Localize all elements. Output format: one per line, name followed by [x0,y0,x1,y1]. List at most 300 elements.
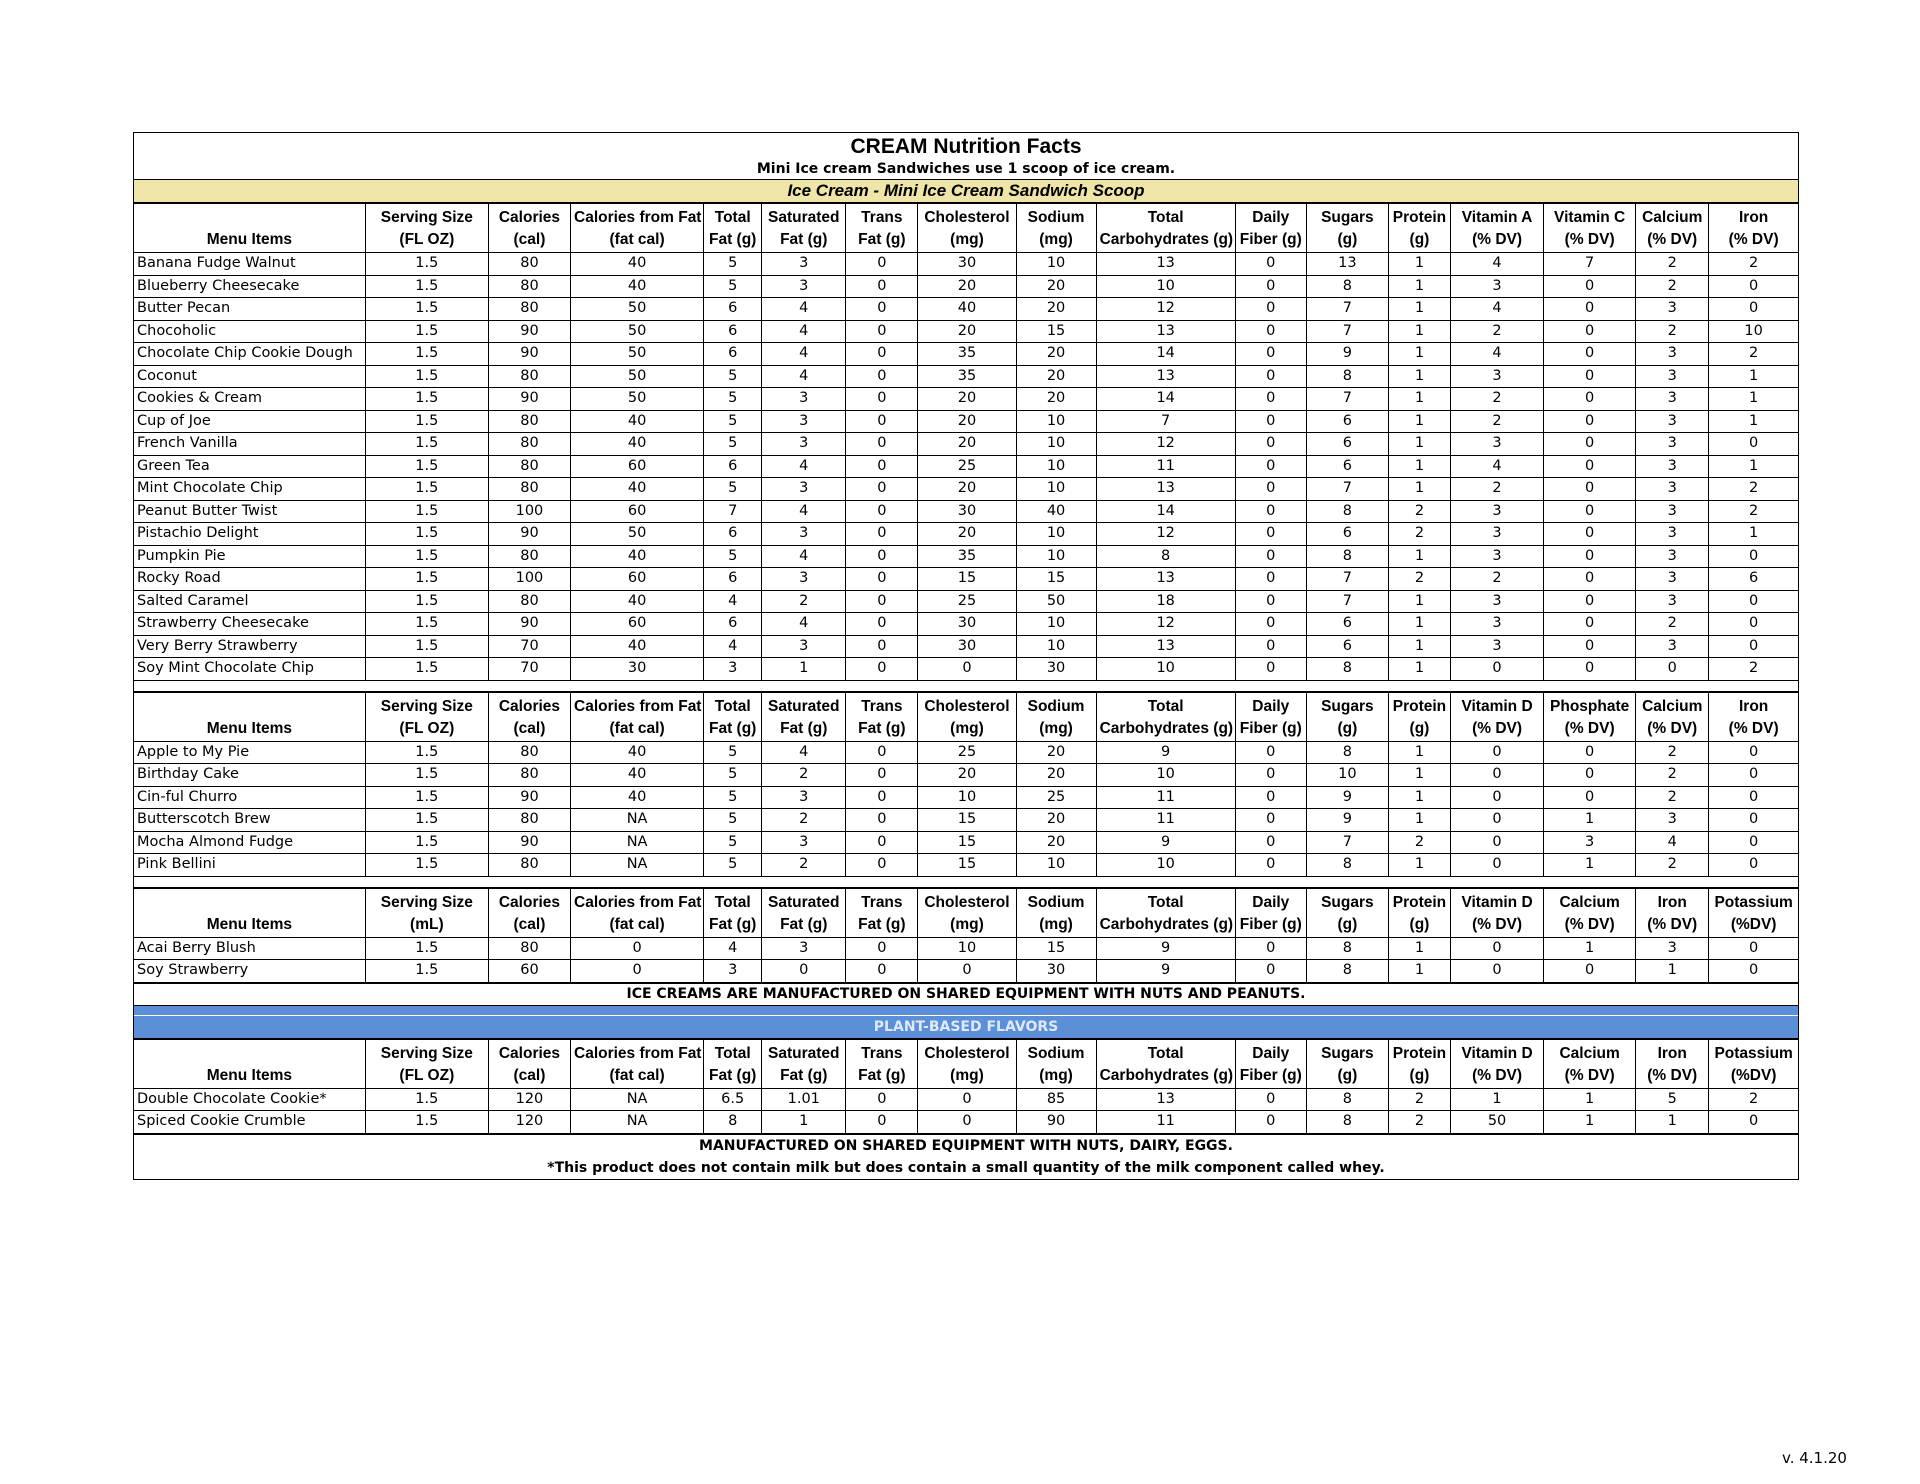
nutrient-value: 10 [918,937,1016,960]
nutrient-value: 90 [488,831,570,854]
column-header [1306,1039,1388,1088]
column-header [1235,692,1306,741]
column-header-line2: Menu Items [206,1066,293,1084]
nutrient-value: 10 [1016,253,1096,276]
nutrient-value: 3 [1636,298,1709,321]
column-header-line2: Fat (g) [858,231,906,248]
nutrient-value: 0 [1544,275,1636,298]
nutrient-value: 20 [918,388,1016,411]
nutrient-value: 0 [1709,545,1798,568]
column-header-line2: (g) [1409,231,1430,248]
nutrient-value: 1 [1388,545,1450,568]
nutrient-value: 120 [488,1111,570,1134]
nutrient-value: 1 [1388,275,1450,298]
nutrient-value: 30 [1016,658,1096,681]
nutrient-value: 15 [918,854,1016,877]
column-header-line1: Trans [861,697,903,715]
nutrient-value: 13 [1096,365,1235,388]
column-header-line1 [137,696,362,718]
column-header-line1: Serving Size [380,209,473,226]
column-header-line2: Fat (g) [858,915,906,933]
nutrient-value: 0 [846,365,918,388]
nutrient-value: 0 [846,635,918,658]
column-header-line2: (mg) [950,915,984,933]
nutrition-table-2 [134,692,1798,877]
column-header [1450,204,1543,253]
nutrient-value: 80 [488,365,570,388]
column-header-line2: (mg) [950,231,984,248]
column-header [1709,1039,1798,1088]
column-header-line1: Trans [861,209,903,226]
nutrient-value: 5 [704,809,762,832]
menu-item-name: Soy Strawberry [134,960,365,983]
nutrient-value: 40 [571,590,704,613]
nutrient-value: 11 [1096,809,1235,832]
column-header [365,204,488,253]
nutrition-sheet [133,132,1799,1180]
nutrient-value: 15 [918,809,1016,832]
nutrient-value: 4 [762,320,846,343]
column-header-line2: Fiber (g) [1239,719,1302,737]
nutrient-value: 3 [1636,568,1709,591]
column-header-line2: Fat (g) [709,915,757,933]
nutrient-value: 3 [1636,365,1709,388]
nutrient-value: 0 [1544,741,1636,764]
nutrient-value: 8 [1306,545,1388,568]
menu-item-name: Coconut [134,365,365,388]
nutrient-value: 0 [1450,809,1543,832]
column-header-line2: (fat cal) [609,1066,665,1084]
nutrient-value: 40 [1016,500,1096,523]
nutrient-value: 10 [1306,764,1388,787]
nutrient-value: 40 [571,635,704,658]
nutrient-value: 1.5 [365,478,488,501]
nutrient-value: 4 [1450,455,1543,478]
column-header-line2: Fat (g) [709,1066,757,1084]
nutrient-value: 40 [571,741,704,764]
column-header [704,1039,762,1088]
nutrient-value: 0 [1709,635,1798,658]
column-header-line1: Iron [1657,1044,1687,1062]
nutrient-value: 5 [704,275,762,298]
nutrient-value: 5 [704,253,762,276]
nutrient-value: 1 [1636,1111,1709,1134]
nutrient-value: 5 [704,741,762,764]
column-header-line2: Menu Items [206,719,293,737]
nutrient-value: 5 [1636,1088,1709,1111]
nutrient-value: 8 [1306,960,1388,983]
nutrient-value: 1 [1388,320,1450,343]
column-header-line1: Calories [498,893,561,911]
nutrient-value: 0 [846,658,918,681]
nutrient-value: 20 [918,275,1016,298]
nutrient-value: 5 [704,764,762,787]
nutrient-value: 50 [571,343,704,366]
nutrient-value: 0 [1544,786,1636,809]
blue-band-divider [134,1005,1798,1016]
nutrient-value: 8 [1306,937,1388,960]
column-header-line1: Vitamin D [1461,697,1533,715]
nutrient-value: 8 [1306,854,1388,877]
nutrient-value: 5 [704,365,762,388]
nutrient-value: 2 [1709,1088,1798,1111]
subtitle: Mini Ice cream Sandwiches use 1 scoop of ice cream. [134,159,1798,180]
menu-item-name: Apple to My Pie [134,741,365,764]
nutrient-value: 7 [1306,831,1388,854]
section-spacer [134,877,1798,888]
column-header [846,1039,918,1088]
nutrient-value: 2 [1636,253,1709,276]
menu-item-name: Pistachio Delight [134,523,365,546]
column-header-line2: Menu Items [206,231,293,248]
nutrient-value: 0 [1709,764,1798,787]
nutrient-value: 7 [1306,568,1388,591]
column-header-line2: (cal) [513,231,546,248]
nutrient-value: 2 [1709,478,1798,501]
column-header-line1: Calories [498,697,561,715]
nutrient-value: 0 [1235,455,1306,478]
nutrient-value: 4 [1450,343,1543,366]
column-header-line1: Saturated [768,209,840,226]
nutrient-value: 3 [762,568,846,591]
nutrient-value: 0 [846,831,918,854]
column-header [134,888,365,937]
nutrient-value: 6 [704,298,762,321]
nutrient-value: 0 [1450,786,1543,809]
column-header-line1: Serving Size [380,697,473,715]
nutrient-value: 1 [1388,658,1450,681]
menu-item-name: Cup of Joe [134,410,365,433]
nutrient-value: 50 [571,365,704,388]
nutrient-value: 6.5 [704,1088,762,1111]
nutrient-value: 2 [1450,388,1543,411]
column-header-line2: (FL OZ) [399,719,455,737]
nutrient-value: 3 [762,635,846,658]
nutrient-value: 1.5 [365,343,488,366]
nutrient-value: 1 [1388,478,1450,501]
column-header-line1: Calories [498,209,561,226]
nutrient-value: 30 [918,500,1016,523]
column-header-line1: Trans [861,1044,903,1062]
nutrient-value: 1 [1544,937,1636,960]
nutrient-value: 50 [571,388,704,411]
nutrient-value: 35 [918,545,1016,568]
column-header-line1: Total [714,893,751,911]
nutrient-value: 0 [762,960,846,983]
nutrient-value: 0 [846,545,918,568]
nutrient-value: NA [571,809,704,832]
menu-item-name: Butterscotch Brew [134,809,365,832]
nutrient-value: 1.5 [365,658,488,681]
column-header [1016,692,1096,741]
nutrient-value: 7 [1306,388,1388,411]
nutrient-value: 2 [1388,1088,1450,1111]
nutrient-value: 3 [1636,500,1709,523]
nutrient-value: 8 [1306,1111,1388,1134]
nutrient-value: NA [571,1111,704,1134]
nutrient-value: 3 [1450,500,1543,523]
column-header [704,692,762,741]
nutrient-value: 2 [1709,500,1798,523]
section-band-ice-cream: Ice Cream - Mini Ice Cream Sandwich Scoop [134,180,1798,203]
nutrient-value: 2 [1388,568,1450,591]
nutrient-value: 20 [1016,275,1096,298]
nutrient-value: 0 [1235,658,1306,681]
nutrient-value: 1 [1388,854,1450,877]
page-title: CREAM Nutrition Facts [850,135,1082,158]
nutrient-value: 0 [1235,786,1306,809]
column-header-line1: Sugars [1321,209,1374,226]
column-header [1306,692,1388,741]
nutrient-value: 0 [846,523,918,546]
column-header [571,1039,704,1088]
table-row [134,343,1798,366]
nutrient-value: 0 [1450,764,1543,787]
nutrient-value: 4 [1450,298,1543,321]
nutrient-value: 8 [1096,545,1235,568]
column-header-line1: Calcium [1559,1044,1620,1062]
nutrient-value: 0 [1235,1111,1306,1134]
menu-item-name: Birthday Cake [134,764,365,787]
nutrient-value: 13 [1306,253,1388,276]
column-header [918,888,1016,937]
nutrition-table-3 [134,888,1798,983]
nutrient-value: 15 [918,568,1016,591]
nutrient-value: 0 [1450,960,1543,983]
nutrient-value: 0 [1235,937,1306,960]
column-header-line1: Cholesterol [924,697,1010,715]
nutrient-value: 2 [1636,613,1709,636]
nutrient-value: 0 [1544,320,1636,343]
nutrient-value: 6 [704,455,762,478]
nutrient-value: 1 [1544,1088,1636,1111]
nutrient-value: 2 [1709,658,1798,681]
nutrient-value: 90 [488,786,570,809]
nutrient-value: 0 [1544,613,1636,636]
nutrient-value: 9 [1096,741,1235,764]
nutrient-value: 4 [704,937,762,960]
nutrient-value: 3 [704,960,762,983]
nutrient-value: 4 [762,741,846,764]
nutrient-value: 0 [846,809,918,832]
nutrient-value: 30 [571,658,704,681]
nutrient-value: 0 [1544,590,1636,613]
column-header [846,204,918,253]
nutrient-value: 5 [704,388,762,411]
footer-allergen-note: MANUFACTURED ON SHARED EQUIPMENT WITH NUTS, DAIRY, EGGS. [134,1134,1798,1157]
column-header-line2: (mg) [1039,231,1073,248]
column-header-line1: Trans [861,893,903,911]
nutrient-value: 20 [918,478,1016,501]
table-row [134,831,1798,854]
nutrient-value: 1 [762,658,846,681]
nutrient-value: 20 [918,433,1016,456]
menu-item-name: Chocoholic [134,320,365,343]
table-row [134,455,1798,478]
nutrient-value: 5 [704,831,762,854]
nutrient-value: 0 [846,937,918,960]
nutrient-value: 15 [918,831,1016,854]
nutrient-value: 0 [1235,365,1306,388]
nutrient-value: 0 [846,764,918,787]
nutrient-value: 30 [1016,960,1096,983]
column-header-line1: Potassium [1714,893,1793,911]
nutrient-value: 3 [1636,388,1709,411]
nutrient-value: 2 [1388,1111,1450,1134]
column-header-line2: Fat (g) [709,719,757,737]
nutrient-value: 60 [571,500,704,523]
column-header-line1: Total [1147,209,1184,226]
column-header-line2: Fat (g) [780,915,828,933]
nutrient-value: 1.5 [365,433,488,456]
nutrient-value: 3 [1636,455,1709,478]
shared-equipment-note: ICE CREAMS ARE MANUFACTURED ON SHARED EQUIPMENT WITH NUTS AND PEANUTS. [134,983,1798,1005]
column-header-line2: Fat (g) [709,231,757,248]
nutrient-value: 3 [762,253,846,276]
nutrient-value: 2 [762,854,846,877]
nutrient-value: 90 [1016,1111,1096,1134]
column-header [365,692,488,741]
column-header-line2: (% DV) [1647,719,1698,737]
nutrient-value: 0 [1709,275,1798,298]
column-header-line2: (cal) [513,1066,546,1084]
menu-item-name: Cookies & Cream [134,388,365,411]
column-header [1016,1039,1096,1088]
nutrient-value: 5 [704,786,762,809]
nutrient-value: 13 [1096,1088,1235,1111]
table-row [134,388,1798,411]
column-header-line1: Vitamin C [1554,209,1626,226]
nutrient-value: 1.5 [365,568,488,591]
nutrient-value: 20 [918,320,1016,343]
nutrient-value: 0 [846,590,918,613]
nutrient-value: 3 [1450,365,1543,388]
column-header [1016,888,1096,937]
nutrient-value: 0 [1544,500,1636,523]
nutrient-value: 3 [1636,635,1709,658]
nutrient-value: 0 [1235,343,1306,366]
column-header [1709,692,1798,741]
nutrient-value: 1.5 [365,388,488,411]
table-row [134,568,1798,591]
nutrient-value: 5 [704,410,762,433]
column-header-line2: (% DV) [1564,915,1615,933]
column-header [846,888,918,937]
nutrient-value: 50 [1450,1111,1543,1134]
nutrient-value: 40 [918,298,1016,321]
column-header [1096,692,1235,741]
table-row [134,937,1798,960]
nutrient-value: 5 [704,545,762,568]
column-header [846,692,918,741]
nutrient-value: 0 [1544,478,1636,501]
nutrient-value: 0 [1636,658,1709,681]
table-row [134,1111,1798,1134]
column-header-line1: Total [714,697,751,715]
column-header-line1: Sodium [1027,209,1085,226]
nutrient-value: 7 [704,500,762,523]
table-row [134,854,1798,877]
column-header-line2: Menu Items [206,915,293,933]
nutrient-value: 0 [846,478,918,501]
table-row [134,298,1798,321]
nutrient-value: 0 [1544,523,1636,546]
nutrient-value: 1.5 [365,455,488,478]
nutrient-value: 0 [1235,320,1306,343]
nutrient-value: 40 [571,545,704,568]
nutrient-value: 25 [918,741,1016,764]
nutrient-value: 20 [918,764,1016,787]
column-header-line1: Saturated [768,1044,840,1062]
nutrient-value: 10 [1709,320,1798,343]
nutrient-value: 14 [1096,343,1235,366]
menu-item-name: Acai Berry Blush [134,937,365,960]
column-header-line1: Serving Size [380,893,473,911]
column-header [1235,204,1306,253]
menu-item-name: Cin-ful Churro [134,786,365,809]
nutrient-value: 3 [762,410,846,433]
nutrient-value: 0 [918,960,1016,983]
nutrient-value: 2 [1636,854,1709,877]
column-header-line1: Daily [1252,1044,1290,1062]
nutrient-value: 0 [1235,388,1306,411]
nutrient-value: 90 [488,613,570,636]
column-header-line1: Calories from Fat [574,1044,702,1062]
table-row [134,960,1798,983]
nutrient-value: 20 [1016,343,1096,366]
nutrient-value: 1.5 [365,365,488,388]
column-header [1544,888,1636,937]
nutrient-value: 80 [488,410,570,433]
column-header-line2: Fat (g) [780,231,828,248]
nutrient-value: 0 [846,343,918,366]
nutrient-value: 3 [1450,433,1543,456]
nutrient-value: 1 [1709,455,1798,478]
nutrient-value: 7 [1544,253,1636,276]
menu-item-name: Double Chocolate Cookie* [134,1088,365,1111]
nutrient-value: 1.5 [365,854,488,877]
nutrient-value: 0 [846,1088,918,1111]
nutrient-value: 40 [571,253,704,276]
nutrient-value: 0 [846,275,918,298]
nutrient-value: 1 [1388,455,1450,478]
nutrient-value: 2 [1450,478,1543,501]
nutrient-value: 0 [846,613,918,636]
column-header-line1: Saturated [768,893,840,911]
menu-item-name: French Vanilla [134,433,365,456]
nutrient-value: 0 [1709,433,1798,456]
nutrient-value: 0 [1450,937,1543,960]
column-header-line2: (% DV) [1472,915,1523,933]
footer-whey-note: *This product does not contain milk but does contain a small quantity of the milk component called whey. [547,1159,1385,1176]
nutrient-value: 0 [1235,764,1306,787]
column-header [1636,888,1709,937]
nutrient-value: 1 [1388,809,1450,832]
nutrient-value: 10 [1016,613,1096,636]
header-row [134,888,1798,937]
nutrient-value: 0 [1709,854,1798,877]
nutrient-value: 10 [1016,478,1096,501]
nutrition-table-4 [134,1039,1798,1134]
nutrient-value: 80 [488,741,570,764]
nutrient-value: 0 [1235,523,1306,546]
nutrient-value: 0 [1544,635,1636,658]
nutrient-value: 0 [918,1088,1016,1111]
column-header [1636,1039,1709,1088]
column-header-line1: Calories from Fat [574,893,702,911]
nutrient-value: 6 [1306,613,1388,636]
nutrient-value: 0 [1709,937,1798,960]
